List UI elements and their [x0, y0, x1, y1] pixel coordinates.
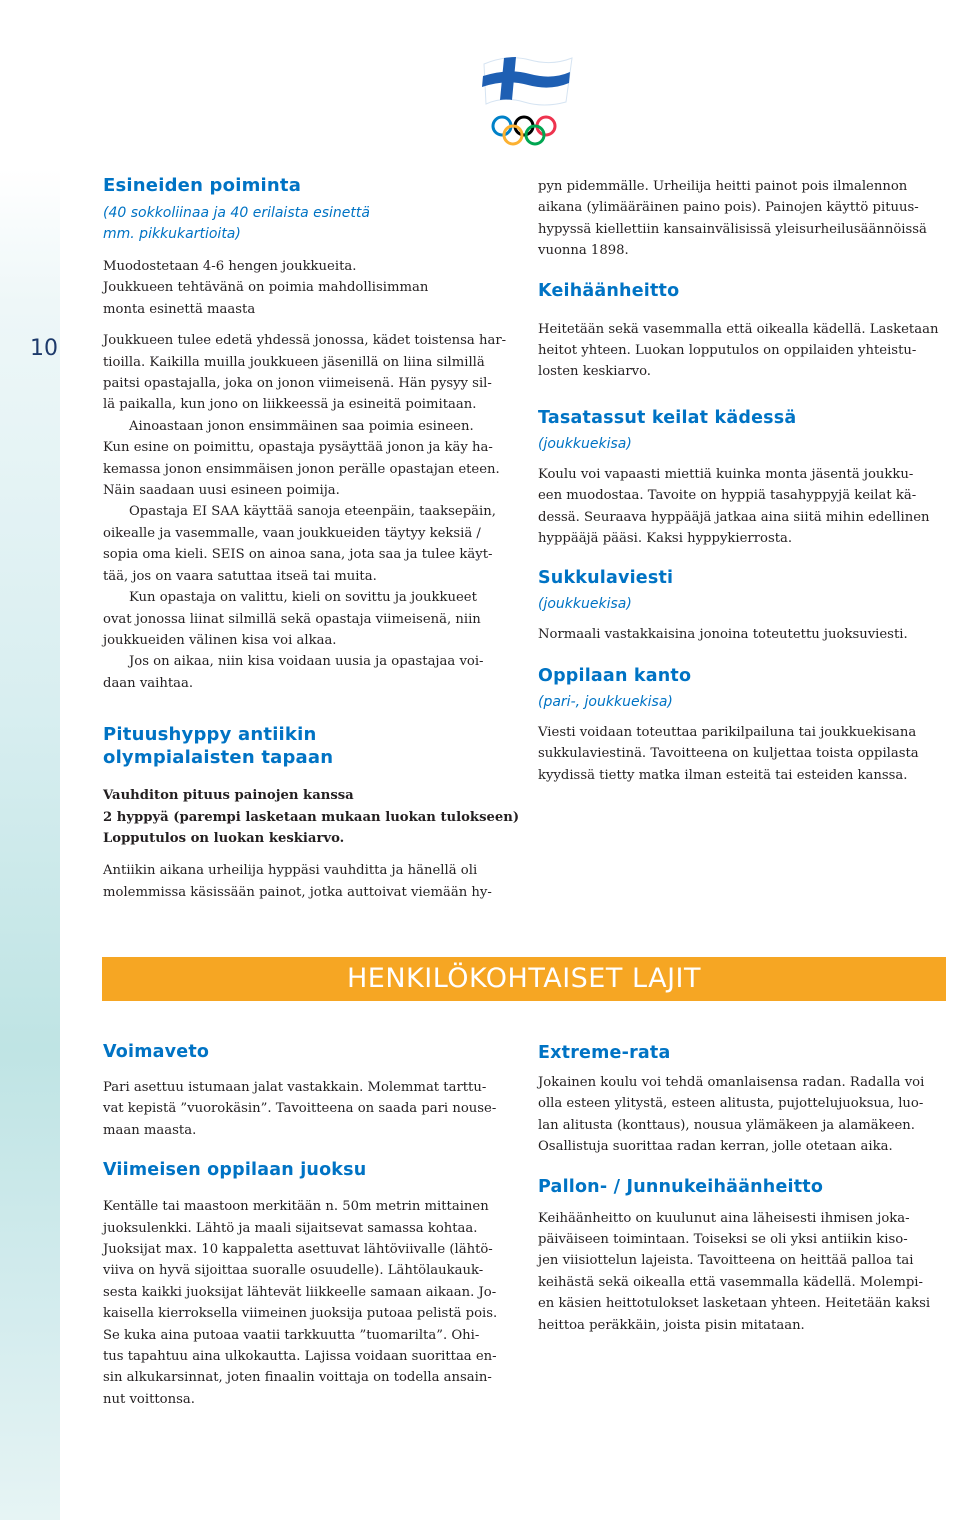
banner-title: HENKILÖKOHTAISET LAJIT: [347, 963, 701, 994]
text-line: Muodostetaan 4-6 hengen joukkueita.: [103, 259, 357, 274]
text-line: viiva on hyvä sijoittaa suoralle osuudelle). Lähtölaukauk-: [103, 1263, 484, 1279]
text-line: vat kepistä ”vuorokäsin”. Tavoitteena on saada pari nouse-: [103, 1101, 497, 1117]
text-line: monta esinettä maasta: [103, 301, 256, 317]
text-line: Jokainen koulu voi tehdä omanlaisensa radan. Radalla voi: [538, 1075, 925, 1090]
keihaanheitto-body: [538, 319, 948, 383]
bottom-right-column: [538, 1042, 948, 1336]
text-line: heitot yhteen. Luokan lopputulos on oppilaiden yhteistu-: [538, 343, 917, 359]
pituushyppy-continuation: [538, 176, 948, 262]
text-line: Joukkueen tulee edetä yhdessä jonossa, kädet toistensa har-: [103, 333, 507, 349]
tasatassut-body: [538, 464, 948, 550]
esineiden-intro: [103, 256, 523, 320]
text-line: ovat jonossa liinat silmillä sekä opastaja viimeisenä, niin: [103, 611, 481, 627]
text-line: Pari asettuu istumaan jalat vastakkain. Molemmat tarttu-: [103, 1080, 487, 1095]
text-line: tioilla. Kaikilla muilla joukkueen jäsenillä on liina silmillä: [103, 354, 485, 370]
text-line: paitsi opastajalla, joka on jonon viimeisenä. Hän pysyy sil-: [103, 376, 492, 392]
sukkulaviesti-body: [538, 624, 948, 645]
section-banner: [102, 957, 946, 1001]
esineiden-subtitle-1: (40 sokkoliinaa ja 40 erilaista esinettä: [103, 205, 370, 221]
text-line: dessä. Seuraava hyppääjä jatkaa aina siitä mihin edellinen: [538, 509, 930, 525]
right-column: [538, 176, 948, 786]
text-line: 2 hyppyä (parempi lasketaan mukaan luokan tulokseen): [103, 809, 520, 825]
text-line: Ainoastaan jonon ensimmäinen saa poimia esineen.: [129, 418, 474, 434]
text-line: Heitetään sekä vasemmalla että oikealla kädellä. Lasketaan: [538, 321, 939, 337]
text-line: en käsien heittotulokset lasketaan yhteen. Heitetään kaksi: [538, 1296, 931, 1312]
text-line: pyn pidemmälle. Urheilija heitti painot pois ilmalennon: [538, 179, 908, 194]
text-line: Keihäänheitto on kuulunut aina läheisesti ihmisen joka-: [538, 1210, 910, 1226]
text-line: maan maasta.: [103, 1122, 197, 1138]
text-line: Osallistuja suorittaa radan kerran, jolle otetaan aika.: [538, 1139, 893, 1155]
text-line: sukkulaviestinä. Tavoitteena on kuljettaa toista oppilasta: [538, 746, 919, 762]
pallon-heading: Pallon- / Junnukeihäänheitto: [538, 1176, 824, 1197]
text-line: lä paikalla, kun jono on liikkeessä ja esineitä poimitaan.: [103, 397, 477, 413]
text-line: sesta kaikki juoksijat lähtevät liikkeelle samaan aikaan. Jo-: [103, 1284, 497, 1300]
text-line: daan vaihtaa.: [103, 675, 194, 691]
text-line: een muodostaa. Tavoite on hyppiä tasahyppyjä keilat kä-: [538, 488, 917, 504]
esineiden-heading: Esineiden poiminta: [103, 175, 302, 196]
oppilaan-kanto-heading: Oppilaan kanto: [538, 665, 692, 686]
voimaveto-body: [103, 1077, 523, 1141]
finland-olympic-logo: [478, 50, 578, 146]
text-line: Lopputulos on luokan keskiarvo.: [103, 830, 345, 846]
text-line: sopia oma kieli. SEIS on ainoa sana, jota saa ja tulee käyt-: [103, 547, 493, 563]
text-line: Opastaja EI SAA käyttää sanoja eteenpäin, taaksepäin,: [129, 504, 496, 520]
text-line: Jos on aikaa, niin kisa voidaan uusia ja opastajaa voi-: [129, 654, 484, 670]
esineiden-body: [103, 330, 523, 694]
left-column: [103, 175, 523, 903]
text-line: Se kuka aina putoaa vaatii tarkkuutta ”tuomarilta”. Ohi-: [103, 1327, 480, 1343]
text-line: kemassa jonon ensimmäisen jonon perälle opastajan eteen.: [103, 461, 500, 477]
viimeisen-heading: Viimeisen oppilaan juoksu: [103, 1160, 367, 1181]
bottom-left-column: [103, 1041, 523, 1410]
text-line: Näin saadaan uusi esineen poimija.: [103, 483, 340, 499]
text-line: juoksulenkki. Lähtö ja maali sijaitsevat samassa kohtaa.: [103, 1220, 478, 1236]
text-line: jen viisiottelun lajeista. Tavoitteena on heittää palloa tai: [538, 1253, 914, 1269]
pituushyppy-title-2: olympialaisten tapaan: [103, 747, 334, 769]
text-line: aikana (ylimääräinen paino pois). Painojen käyttö pituus-: [538, 200, 919, 216]
text-line: molemmissa käsissään painot, jotka auttoivat viemään hy-: [103, 884, 492, 900]
tasatassut-heading: Tasatassut keilat kädessä: [538, 407, 797, 428]
extreme-heading: Extreme-rata: [538, 1043, 671, 1063]
flag-and-rings-icon: [478, 50, 578, 146]
text-line: Joukkueen tehtävänä on poimia mahdollisimman: [103, 280, 429, 296]
oppilaan-kanto-body: [538, 722, 948, 786]
text-line: nut voittonsa.: [103, 1391, 195, 1407]
pallon-body: [538, 1208, 948, 1336]
esineiden-subtitle-2: mm. pikkukartioita): [103, 226, 241, 242]
sukkulaviesti-heading: Sukkulaviesti: [538, 568, 674, 589]
text-line: päiväiseen toimintaan. Toiseksi se oli yksi antiikin kiso-: [538, 1232, 908, 1248]
text-line: hypyssä kiellettiin kansainvälisissä yleisurheilusäännöissä: [538, 221, 927, 237]
text-line: joukkueiden välinen kisa voi alkaa.: [103, 632, 337, 648]
text-line: lan alitusta (konttaus), nousua ylämäkeen ja alamäkeen.: [538, 1117, 915, 1133]
decorative-side-band: [0, 168, 60, 1520]
voimaveto-heading: Voimaveto: [103, 1042, 210, 1062]
text-line: Vauhditon pituus painojen kanssa: [103, 788, 354, 804]
viimeisen-body: [103, 1196, 523, 1410]
pituushyppy-bold: [103, 785, 523, 849]
pituushyppy-title-1: Pituushyppy antiikin: [103, 724, 317, 746]
text-line: olla esteen ylitystä, esteen alitusta, pujottelujuoksua, luo-: [538, 1096, 924, 1112]
pituushyppy-heading: [103, 723, 523, 769]
page-number: 10: [30, 336, 58, 361]
text-line: Koulu voi vapaasti miettiä kuinka monta jäsentä joukku-: [538, 466, 914, 482]
text-line: Kun opastaja on valittu, kieli on sovittu ja joukkueet: [129, 590, 477, 606]
keihaanheitto-heading: Keihäänheitto: [538, 280, 680, 301]
text-line: Kun esine on poimittu, opastaja pysäyttää jonon ja käy ha-: [103, 440, 493, 456]
text-line: vuonna 1898.: [538, 243, 629, 259]
text-line: keihästä sekä oikealla että vasemmalla kädellä. Molempi-: [538, 1274, 923, 1290]
text-line: tus tapahtuu aina ulkokautta. Lajissa voidaan suorittaa en-: [103, 1349, 497, 1365]
text-line: Juoksijat max. 10 kappaletta asettuvat lähtöviivalle (lähtö-: [103, 1242, 493, 1258]
text-line: oikealle ja vasemmalle, vaan joukkueiden täytyy keksiä /: [103, 525, 481, 541]
extreme-body: [538, 1072, 948, 1158]
pituushyppy-body: [103, 860, 523, 903]
oppilaan-kanto-subtitle: (pari-, joukkuekisa): [538, 693, 673, 710]
text-line: Normaali vastakkaisina jonoina toteutettu juoksuviesti.: [538, 627, 908, 643]
tasatassut-subtitle: (joukkuekisa): [538, 435, 632, 452]
text-line: tää, jos on vaara satuttaa itseä tai muita.: [103, 568, 377, 584]
text-line: kyydissä tietty matka ilman esteitä tai esteiden kanssa.: [538, 767, 908, 783]
text-line: Kentälle tai maastoon merkitään n. 50m metrin mittainen: [103, 1199, 489, 1215]
text-line: heittoa peräkkäin, joista pisin mitataan.: [538, 1317, 805, 1333]
text-line: hyppääjä pääsi. Kaksi hyppykierrosta.: [538, 531, 793, 547]
sukkulaviesti-subtitle: (joukkuekisa): [538, 596, 632, 613]
text-line: Viesti voidaan toteuttaa parikilpailuna tai joukkuekisana: [538, 724, 917, 740]
text-line: kaisella kierroksella viimeinen juoksija putoaa pelistä pois.: [103, 1306, 498, 1322]
text-line: sin alkukarsinnat, joten finaalin voittaja on todella ansain-: [103, 1370, 492, 1386]
text-line: Antiikin aikana urheilija hyppäsi vauhditta ja hänellä oli: [103, 863, 478, 879]
text-line: losten keskiarvo.: [538, 364, 652, 380]
